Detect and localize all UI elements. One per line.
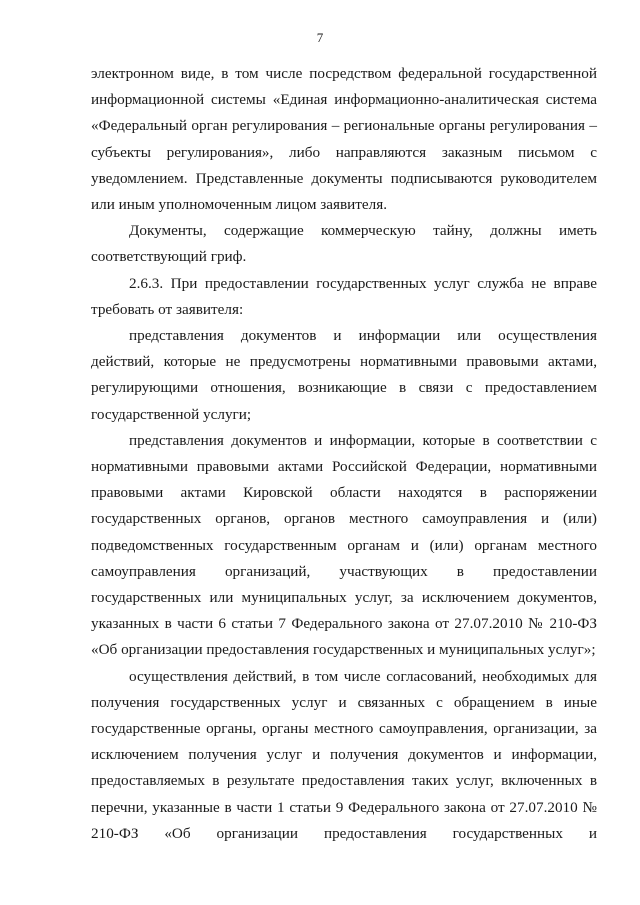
paragraph-continuation: электронном виде, в том числе посредством федеральной государственной информационной системы «Единая информационно-аналитическая система «Федеральный орган регулирования – региональные органы регулирования – субъекты регулирования», либо направляются заказным письмом с уведомлением. Представленные документы подписываются руководителем или иным уполномоченным лицом заявителя.: [91, 65, 597, 214]
paragraph-item-actions-approvals: осуществления действий, в том числе согласований, необходимых для получения государственных услуг и связанных с обращением в иные государственные органы, органы местного самоуправления, организации, за исключением получения услуг и получения документов и информации, предоставляемых в результате предоставления таких услуг, включенных в перечни, указанные в части 1 статьи 9 Федерального закона от 27.07.2010 № 210-ФЗ «Об организации предоставления государственных и: [91, 667, 597, 842]
paragraph-section-2-6-3: 2.6.3. При предоставлении государственных услуг служба не вправе требовать от заявителя:: [91, 274, 597, 318]
paragraph-item-documents-in-possession: представления документов и информации, которые в соответствии с нормативными правовыми актами Российской Федерации, нормативными правовыми актами Кировской области находятся в распоряжении государственных органов, органов местного самоуправления и (или) подведомственных государственным органам и (или) органам местного самоуправления организаций, участвующих в предоставлении государственных или муниципальных услуг, за исключением документов, указанных в части 6 статьи 7 Федерального закона от 27.07.2010 № 210-ФЗ «Об организации предоставления государственных и муниципальных услуг»;: [91, 431, 597, 659]
paragraph-commercial-secret: Документы, содержащие коммерческую тайну, должны иметь соответствующий гриф.: [91, 222, 597, 266]
page-number: 7: [316, 30, 324, 45]
document-body: [91, 61, 597, 847]
paragraph-item-documents-not-required: представления документов и информации или осуществления действий, которые не предусмотрены нормативными правовыми актами, регулирующими отношения, возникающие в связи с предоставлением государственной услуги;: [91, 327, 597, 423]
